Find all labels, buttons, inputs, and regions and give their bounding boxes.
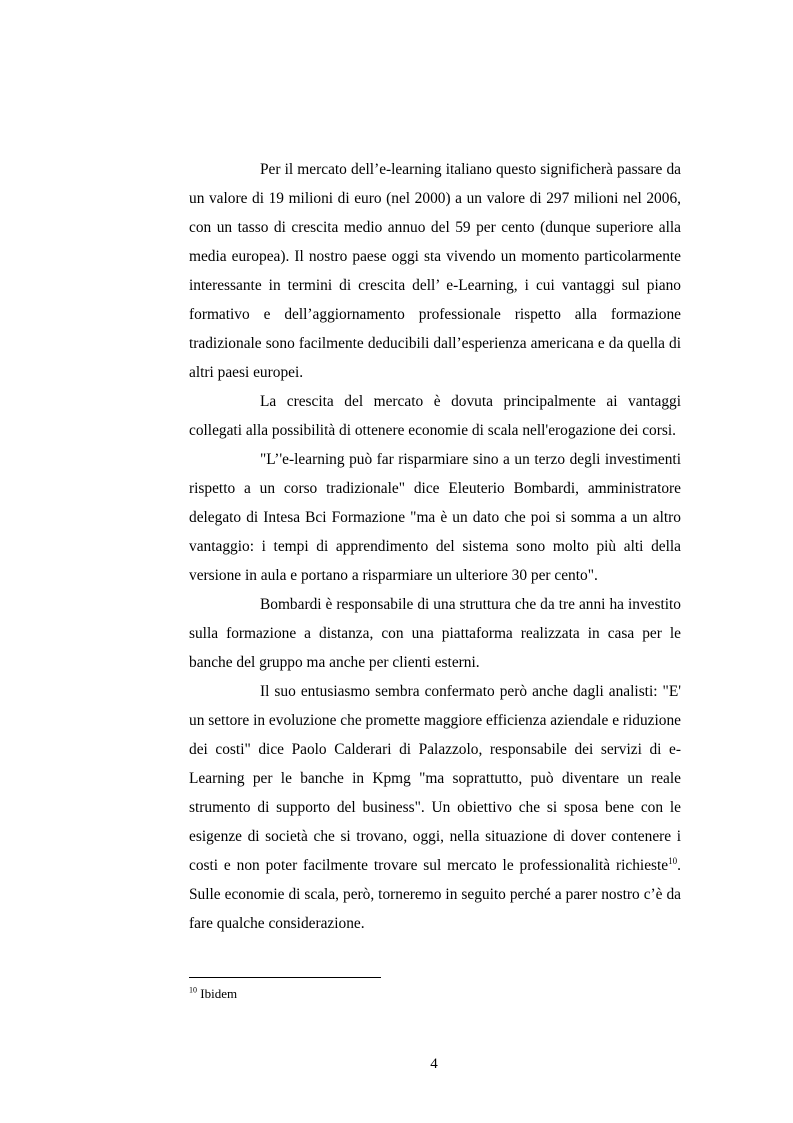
paragraph-bombardi-structure: Bombardi è responsabile di una struttura che da tre anni ha investito sulla formazione a distanza, con una piattaforma realizzata in casa per le banche del gruppo ma anche per clienti esterni. <box>189 596 681 671</box>
body-text <box>189 155 681 938</box>
paragraph-economies-of-scale: La crescita del mercato è dovuta principalmente ai vantaggi collegati alla possibilità di ottenere economie di scala nell'erogazione dei corsi. <box>189 393 681 439</box>
paragraph-bombardi-quote: "L’'e-learning può far risparmiare sino a un terzo degli investimenti rispetto a un corso tradizionale" dice Eleuterio Bombardi, amministratore delegato di Intesa Bci Formazione "ma è un dato che poi si somma a un altro vantaggio: i tempi di apprendimento del sistema sono molto più alti della versione in aula e portano a risparmiare un ulteriore 30 per cento". <box>189 451 681 584</box>
paragraph-market-growth: Per il mercato dell’e-learning italiano questo significherà passare da un valore di 19 milioni di euro (nel 2000) a un valore di 297 milioni nel 2006, con un tasso di crescita medio annuo del 59 per cento (dunque superiore alla media europea). Il nostro paese oggi sta vivendo un momento particolarmente interessante in termini di crescita dell’ e-Learning, i cui vantaggi sul piano formativo e dell’aggiornamento professionale rispetto alla formazione tradizionale sono facilmente deducibili dall’esperienza americana e da quella di altri paesi europei. <box>189 161 681 381</box>
footnote-separator <box>189 977 381 978</box>
footnote-text: Ibidem <box>200 986 238 1001</box>
footnote <box>189 984 237 1004</box>
footnote-number: 10 <box>189 985 197 995</box>
paragraph-analysts <box>189 677 681 938</box>
paragraph-analysts-text: Il suo entusiasmo sembra confermato però anche dagli analisti: "E' un settore in evoluzione che promette maggiore efficienza aziendale e riduzione dei costi" dice Paolo Calderari di Palazzolo, responsabile dei servizi di e-Learning per le banche in Kpmg "ma soprattutto, può diventare un reale strumento di supporto del business". Un obiettivo che si sposa bene con le esigenze di società che si trovano, oggi, nella situazione di dover contenere i costi e non poter facilmente trovare sul mercato le professionalità richieste <box>189 683 681 874</box>
footnote-reference[interactable]: 10 <box>668 855 678 866</box>
page-number: 4 <box>430 1056 438 1072</box>
paragraph-analysts-text-end: . Sulle economie di scala, però, torneremo in seguito perché a parer nostro c’è da fare qualche considerazione. <box>189 857 681 932</box>
